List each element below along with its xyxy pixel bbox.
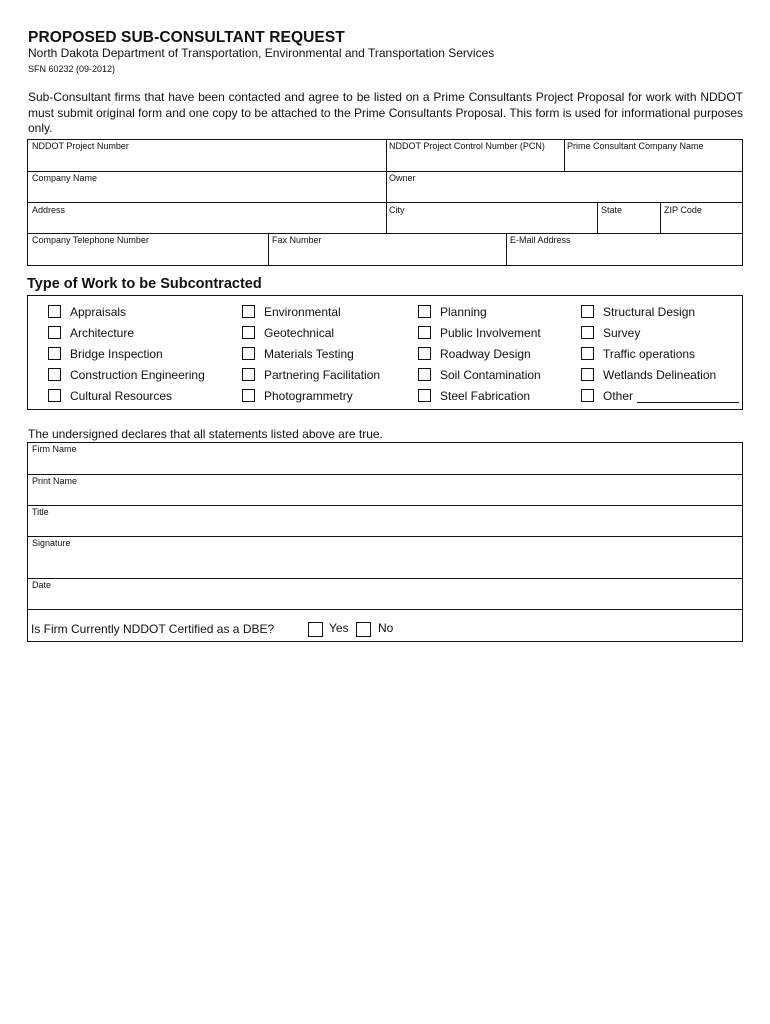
- print-name-field[interactable]: Print Name: [32, 476, 78, 486]
- divider: [27, 233, 743, 234]
- checkbox-structural-design[interactable]: [581, 305, 594, 318]
- owner-field[interactable]: Owner: [389, 173, 416, 183]
- checkbox-bridge-inspection[interactable]: [48, 347, 61, 360]
- form-title: PROPOSED SUB-CONSULTANT REQUEST: [28, 29, 345, 46]
- checkbox-architecture[interactable]: [48, 326, 61, 339]
- checkbox-environmental[interactable]: [242, 305, 255, 318]
- divider: [564, 139, 565, 171]
- work-label: Partnering Facilitation: [264, 368, 381, 382]
- divider: [27, 171, 743, 172]
- checkbox-soil-contamination[interactable]: [418, 368, 431, 381]
- project-number-field[interactable]: NDDOT Project Number: [32, 141, 129, 151]
- checkbox-construction-engineering[interactable]: [48, 368, 61, 381]
- work-type-heading: Type of Work to be Subcontracted: [27, 276, 262, 292]
- divider: [27, 474, 743, 475]
- work-label: Photogrammetry: [264, 389, 353, 403]
- checkbox-materials-testing[interactable]: [242, 347, 255, 360]
- city-field[interactable]: City: [389, 205, 405, 215]
- divider: [27, 505, 743, 506]
- form-number: SFN 60232 (09-2012): [28, 64, 116, 74]
- divider: [27, 202, 743, 203]
- dbe-no-label: No: [378, 621, 394, 635]
- work-label: Environmental: [264, 305, 341, 319]
- divider: [597, 202, 598, 233]
- company-name-field[interactable]: Company Name: [32, 173, 98, 183]
- dbe-yes-label: Yes: [329, 621, 349, 635]
- fax-field[interactable]: Fax Number: [272, 235, 322, 245]
- work-label: Survey: [603, 326, 641, 340]
- work-label: Appraisals: [70, 305, 127, 319]
- other-specify-input[interactable]: [637, 402, 739, 403]
- checkbox-appraisals[interactable]: [48, 305, 61, 318]
- signature-field[interactable]: Signature: [32, 538, 71, 548]
- checkbox-geotechnical[interactable]: [242, 326, 255, 339]
- date-field[interactable]: Date: [32, 580, 52, 590]
- declaration-statement: The undersigned declares that all statements listed above are true.: [28, 427, 383, 441]
- email-field[interactable]: E-Mail Address: [510, 235, 571, 245]
- intro-text: Sub-Consultant firms that have been contacted and agree to be listed on a Prime Consultants Project Proposal for work with NDDOT must submit original form and one copy to be attached to the Prime Consultants Proposal. This form is used for informational purposes only.: [28, 90, 743, 135]
- department-name: North Dakota Department of Transportation, Environmental and Transportation Services: [28, 46, 495, 60]
- checkbox-wetlands-delineation[interactable]: [581, 368, 594, 381]
- work-label: Other: [603, 389, 634, 403]
- work-label: Structural Design: [603, 305, 696, 319]
- work-label: Steel Fabrication: [440, 389, 531, 403]
- work-label: Construction Engineering: [70, 368, 205, 382]
- checkbox-traffic-operations[interactable]: [581, 347, 594, 360]
- checkbox-dbe-no[interactable]: [356, 622, 371, 637]
- work-label: Wetlands Delineation: [603, 368, 717, 382]
- dbe-question: Is Firm Currently NDDOT Certified as a DBE?: [31, 622, 275, 636]
- declaration-table: [27, 442, 743, 642]
- work-label: Architecture: [70, 326, 135, 340]
- pcn-field[interactable]: NDDOT Project Control Number (PCN): [389, 141, 545, 151]
- checkbox-public-involvement[interactable]: [418, 326, 431, 339]
- work-label: Bridge Inspection: [70, 347, 163, 361]
- work-label: Geotechnical: [264, 326, 335, 340]
- checkbox-dbe-yes[interactable]: [308, 622, 323, 637]
- checkbox-survey[interactable]: [581, 326, 594, 339]
- divider: [386, 139, 387, 233]
- state-field[interactable]: State: [601, 205, 623, 215]
- telephone-field[interactable]: Company Telephone Number: [32, 235, 149, 245]
- work-label: Cultural Resources: [70, 389, 173, 403]
- checkbox-planning[interactable]: [418, 305, 431, 318]
- divider: [27, 609, 743, 610]
- divider: [268, 233, 269, 266]
- work-label: Traffic operations: [603, 347, 696, 361]
- firm-name-field[interactable]: Firm Name: [32, 444, 77, 454]
- checkbox-photogrammetry[interactable]: [242, 389, 255, 402]
- checkbox-other[interactable]: [581, 389, 594, 402]
- address-field[interactable]: Address: [32, 205, 66, 215]
- work-label: Public Involvement: [440, 326, 541, 340]
- work-label: Materials Testing: [264, 347, 354, 361]
- checkbox-roadway-design[interactable]: [418, 347, 431, 360]
- work-label: Soil Contamination: [440, 368, 541, 382]
- checkbox-cultural-resources[interactable]: [48, 389, 61, 402]
- checkbox-partnering-facilitation[interactable]: [242, 368, 255, 381]
- divider: [27, 536, 743, 537]
- checkbox-steel-fabrication[interactable]: [418, 389, 431, 402]
- work-label: Planning: [440, 305, 487, 319]
- divider: [660, 202, 661, 233]
- zip-field[interactable]: ZIP Code: [664, 205, 702, 215]
- work-label: Roadway Design: [440, 347, 531, 361]
- title-field[interactable]: Title: [32, 507, 49, 517]
- prime-company-field[interactable]: Prime Consultant Company Name: [567, 141, 704, 151]
- divider: [27, 578, 743, 579]
- divider: [506, 233, 507, 266]
